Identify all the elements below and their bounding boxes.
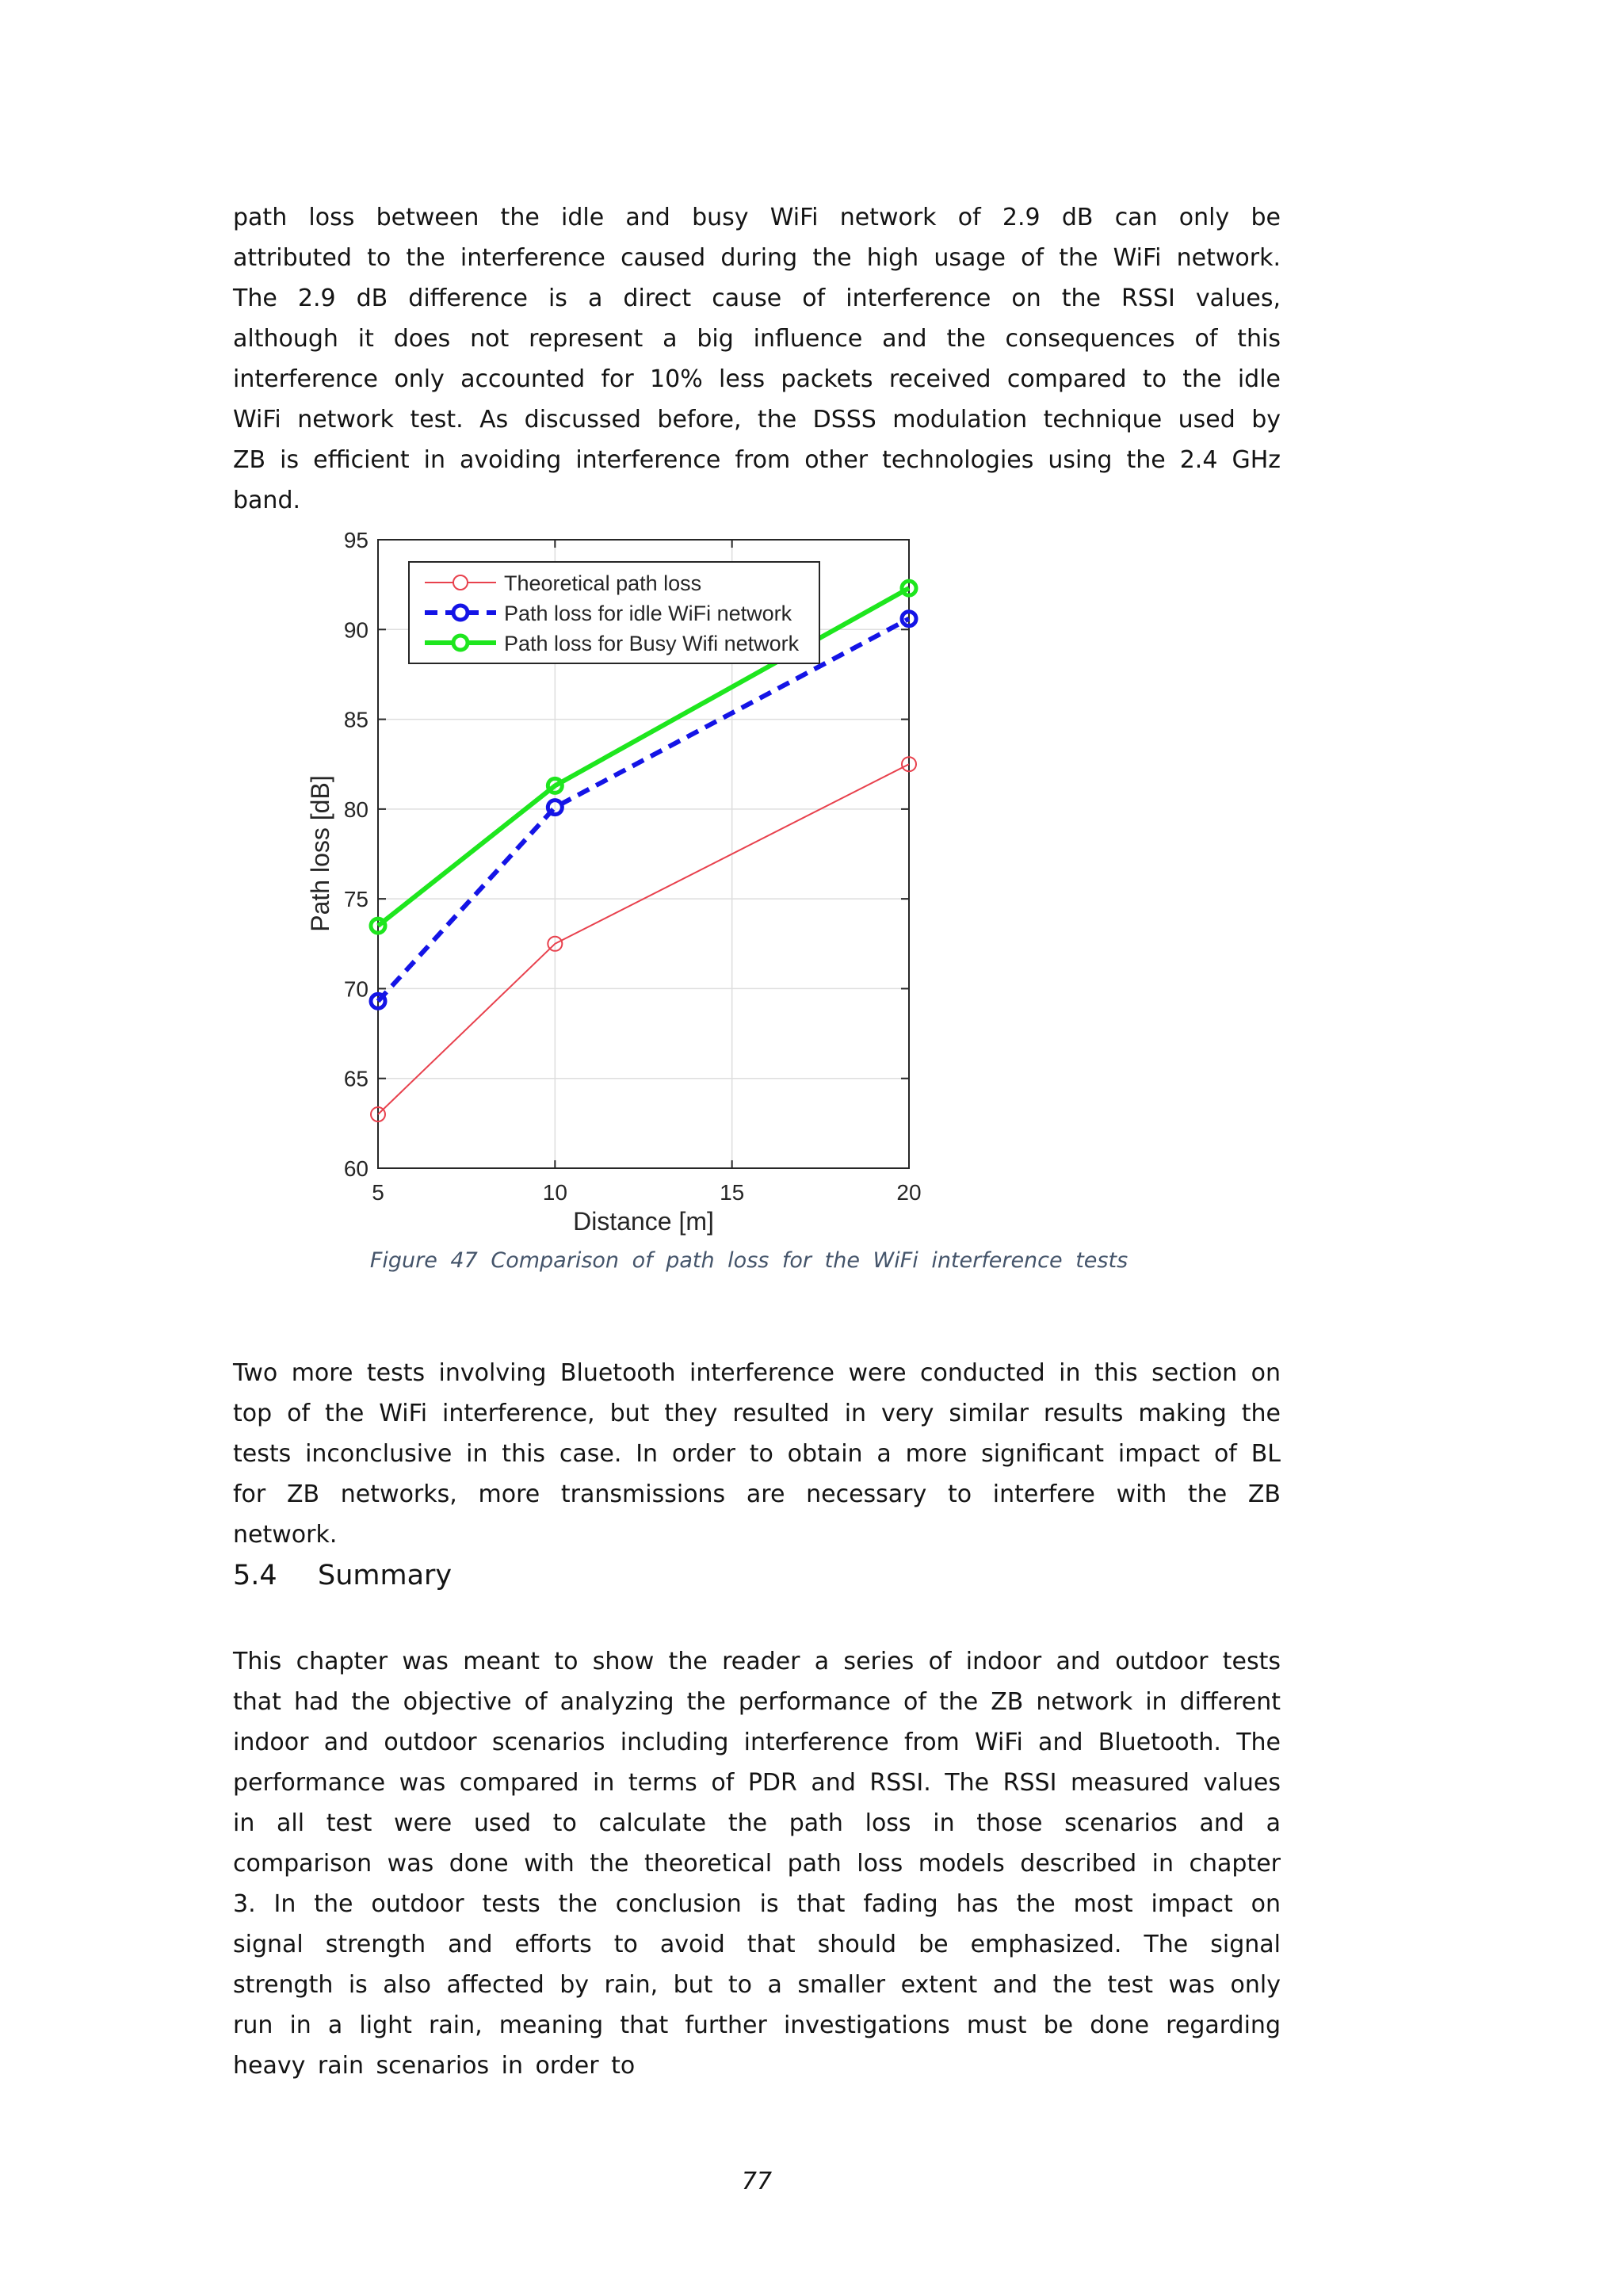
- legend-label: Theoretical path loss: [504, 571, 702, 595]
- series-line: [378, 764, 909, 1114]
- section-heading: [233, 1556, 452, 1595]
- y-tick-label: 80: [343, 797, 369, 822]
- y-tick-label: 60: [343, 1156, 369, 1181]
- x-tick-label: 15: [720, 1180, 745, 1205]
- series-line: [378, 619, 909, 1002]
- legend-marker: [453, 606, 468, 620]
- y-tick-label: 70: [343, 976, 369, 1002]
- legend-marker: [453, 636, 468, 650]
- section-title: Summary: [318, 1560, 453, 1591]
- x-axis-label: Distance [m]: [573, 1207, 714, 1236]
- legend-marker: [453, 575, 468, 590]
- y-tick-label: 75: [343, 887, 369, 912]
- intro-paragraph: path loss between the idle and busy WiFi network of 2.9 dB can only be attributed to the interference caused during the high usage of the WiFi network. The 2.9 dB difference is a direct cause of interference on the RSSI values, although it does not represent a big influence and the consequences of this interference only accounted for 10% less packets received compared to the idle WiFi network test. As discussed before, the DSSS modulation technique used by ZB is efficient in avoiding interference from other technologies using the 2.4 GHz band.: [233, 204, 1281, 514]
- x-tick-label: 20: [896, 1180, 922, 1205]
- path-loss-chart: [293, 519, 1205, 1248]
- summary-paragraph: This chapter was meant to show the reader a series of indoor and outdoor tests that had the objective of analyzing the performance of the ZB network in different indoor and outdoor scenarios including interference from WiFi and Bluetooth. The performance was compared in terms of PDR and RSSI. The RSSI measured values in all test were used to calculate the path loss in those scenarios and a comparison was done with the theoretical path loss models described in chapter 3. In the outdoor tests the conclusion is that fading has the most impact on signal strength and efforts to avoid that should be emphasized. The signal strength is also affected by rain, but to a smaller extent and the test was only run in a light rain, meaning that further investigations must be done regarding heavy rain scenarios in order to: [233, 1648, 1281, 2080]
- legend-label: Path loss for idle WiFi network: [504, 602, 792, 625]
- x-tick-label: 5: [372, 1180, 384, 1205]
- y-axis-label: Path loss [dB]: [306, 775, 334, 932]
- y-tick-label: 95: [343, 528, 369, 552]
- legend-label: Path loss for Busy Wifi network: [504, 632, 800, 655]
- figure-47: [293, 519, 1205, 1280]
- y-tick-label: 65: [343, 1066, 369, 1091]
- x-tick-label: 10: [542, 1180, 567, 1205]
- y-tick-label: 85: [343, 707, 369, 732]
- bluetooth-paragraph: Two more tests involving Bluetooth interference were conducted in this section on top of the WiFi interference, but they resulted in very similar results making the tests inconclusive in this case. In order to obtain a more significant impact of BL for ZB networks, more transmissions are necessary to interfere with the ZB network.: [233, 1359, 1281, 1549]
- y-tick-label: 90: [343, 617, 369, 643]
- page-number: 77: [741, 2168, 773, 2195]
- figure-caption: Figure 47 Comparison of path loss for the WiFi interference tests: [369, 1248, 1128, 1273]
- section-number: 5.4: [233, 1560, 277, 1591]
